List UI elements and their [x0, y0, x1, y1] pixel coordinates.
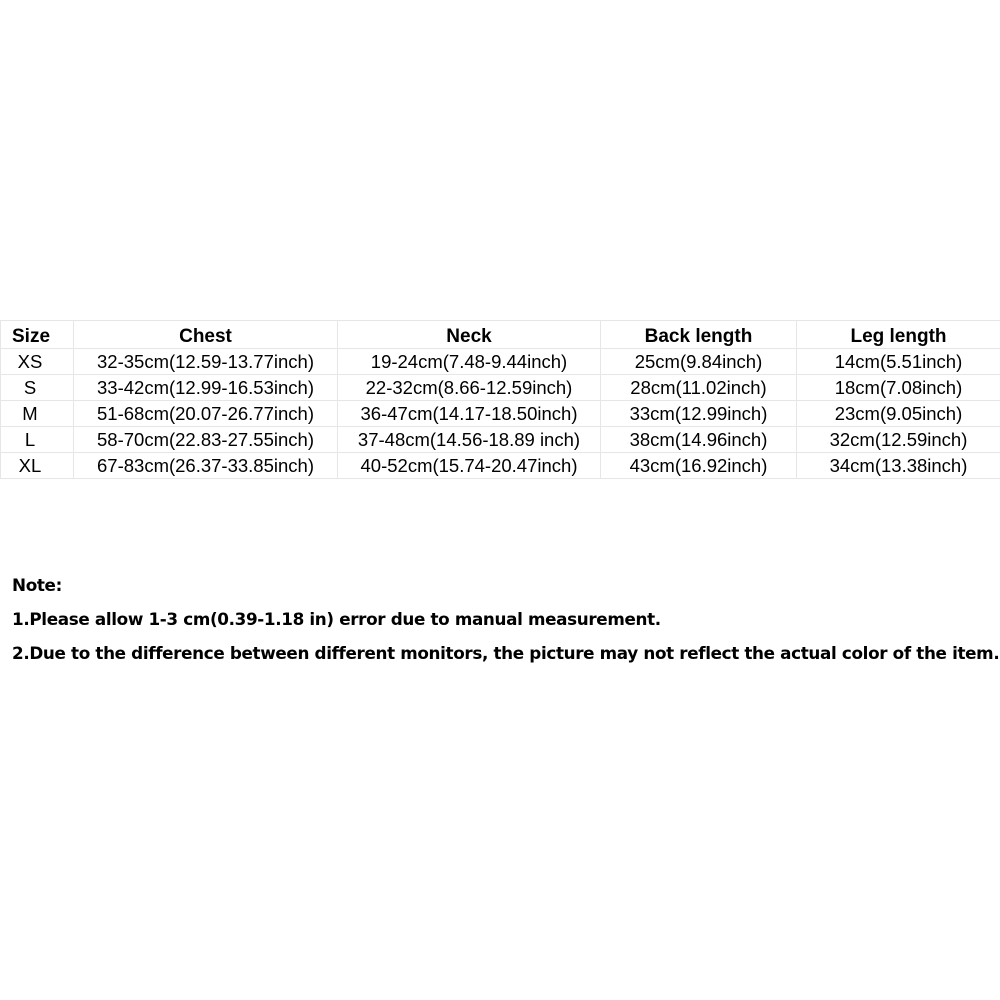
cell-leg-length: 34cm(13.38inch) — [797, 453, 1000, 479]
notes-title: Note: — [12, 575, 62, 595]
cell-leg-length: 14cm(5.51inch) — [797, 349, 1000, 375]
cell-chest: 58-70cm(22.83-27.55inch) — [74, 427, 338, 453]
cell-neck: 19-24cm(7.48-9.44inch) — [338, 349, 601, 375]
cell-neck: 22-32cm(8.66-12.59inch) — [338, 375, 601, 401]
cell-leg-length: 23cm(9.05inch) — [797, 401, 1000, 427]
table-row — [1, 375, 1000, 401]
cell-size: XL — [1, 453, 74, 479]
header-neck: Neck — [338, 321, 601, 349]
cell-size: XS — [1, 349, 74, 375]
cell-back-length: 25cm(9.84inch) — [601, 349, 797, 375]
cell-chest: 67-83cm(26.37-33.85inch) — [74, 453, 338, 479]
header-back-length: Back length — [601, 321, 797, 349]
cell-chest: 33-42cm(12.99-16.53inch) — [74, 375, 338, 401]
table-row — [1, 349, 1000, 375]
cell-back-length: 38cm(14.96inch) — [601, 427, 797, 453]
cell-back-length: 33cm(12.99inch) — [601, 401, 797, 427]
cell-leg-length: 18cm(7.08inch) — [797, 375, 1000, 401]
note-item: 1.Please allow 1-3 cm(0.39-1.18 in) error due to manual measurement. — [12, 609, 661, 629]
cell-back-length: 43cm(16.92inch) — [601, 453, 797, 479]
table-row — [1, 453, 1000, 479]
cell-chest: 51-68cm(20.07-26.77inch) — [74, 401, 338, 427]
table-row — [1, 427, 1000, 453]
note-item: 2.Due to the difference between different monitors, the picture may not reflect the actual color of the item. — [12, 643, 1000, 663]
cell-back-length: 28cm(11.02inch) — [601, 375, 797, 401]
cell-chest: 32-35cm(12.59-13.77inch) — [74, 349, 338, 375]
cell-size: L — [1, 427, 74, 453]
header-size: Size — [1, 321, 74, 349]
notes-section — [12, 570, 1000, 672]
table-header-row — [1, 321, 1000, 349]
cell-neck: 40-52cm(15.74-20.47inch) — [338, 453, 601, 479]
cell-leg-length: 32cm(12.59inch) — [797, 427, 1000, 453]
table-row — [1, 401, 1000, 427]
cell-neck: 37-48cm(14.56-18.89 inch) — [338, 427, 601, 453]
cell-neck: 36-47cm(14.17-18.50inch) — [338, 401, 601, 427]
size-chart-table — [0, 320, 1000, 479]
header-leg-length: Leg length — [797, 321, 1000, 349]
cell-size: S — [1, 375, 74, 401]
header-chest: Chest — [74, 321, 338, 349]
cell-size: M — [1, 401, 74, 427]
